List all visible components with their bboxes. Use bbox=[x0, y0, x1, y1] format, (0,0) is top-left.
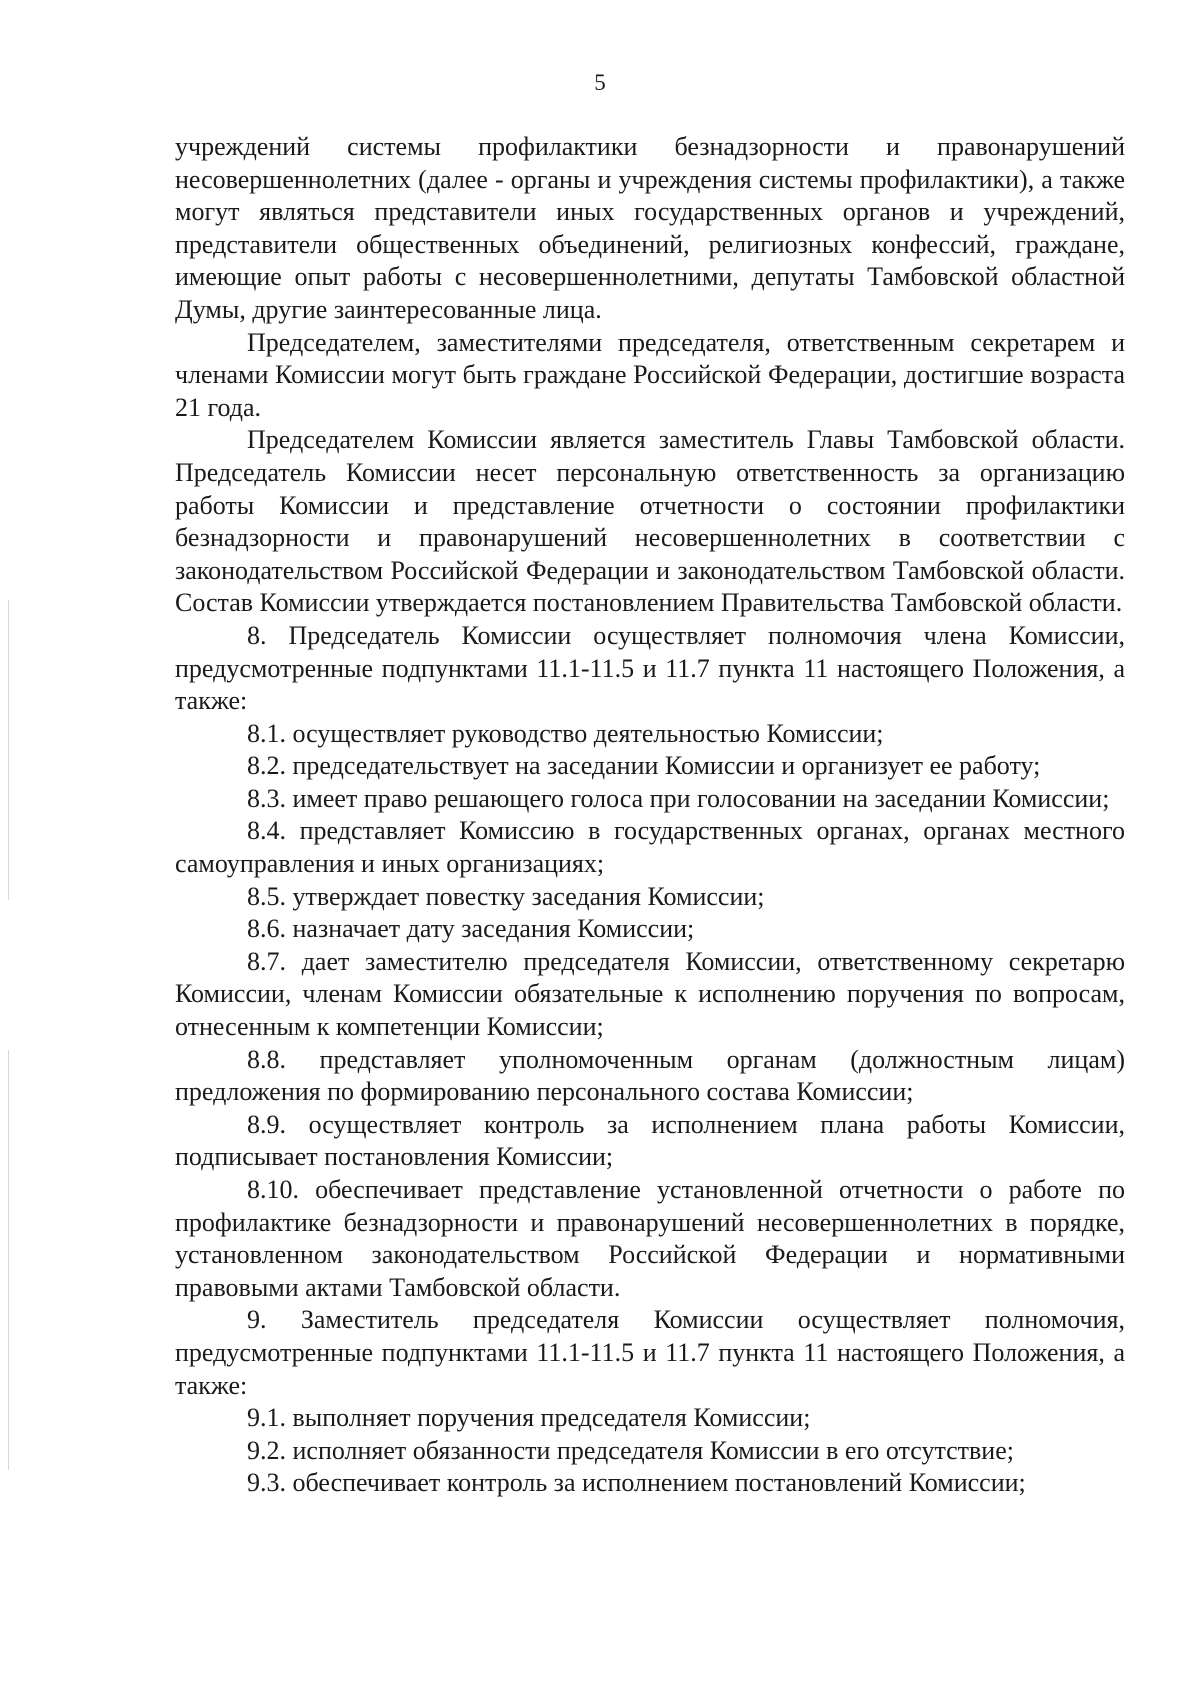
paragraph: 8.8. представляет уполномоченным органам (должностным лицам) предложения по формированию персонального состава Комиссии; bbox=[175, 1044, 1125, 1107]
paragraph: 8.6. назначает дату заседания Комиссии; bbox=[247, 914, 695, 944]
paragraph: 9.3. обеспечивает контроль за исполнением постановлений Комиссии; bbox=[247, 1468, 1026, 1498]
paragraph: 8.3. имеет право решающего голоса при голосовании на заседании Комиссии; bbox=[247, 783, 1110, 813]
paragraph: 8.7. дает заместителю председателя Комиссии, ответственному секретарю Комиссии, членам Комиссии обязательные к исполнению поручения по вопросам, отнесенным к компетенции Комиссии; bbox=[175, 946, 1125, 1042]
paragraph: 8.10. обеспечивает представление установленной отчетности о работе по профилактике безнадзорности и правонарушений несовершеннолетних в порядке, установленном законодательством Российской Федерации и нормативными правовыми актами Тамбовской области. bbox=[175, 1175, 1125, 1302]
paragraph: Председателем Комиссии является заместитель Главы Тамбовской области. Председатель Комиссии несет персональную ответственность за организацию работы Комиссии и представление отчетности о состоянии профилактики безнадзорности и правонарушений несовершеннолетних в соответствии с законодательством Российской Федерации и законодательством Тамбовской области. Состав Комиссии утверждается постановлением Правительства Тамбовской области. bbox=[175, 425, 1125, 618]
paragraph: Председателем, заместителями председателя, ответственным секретарем и членами Комиссии могут быть граждане Российской Федерации, достигшие возраста 21 года. bbox=[175, 327, 1125, 422]
paragraph: 8.1. осуществляет руководство деятельностью Комиссии; bbox=[247, 718, 884, 748]
paragraph: 8.4. представляет Комиссию в государственных органах, органах местного самоуправления и иных организациях; bbox=[175, 816, 1125, 879]
paragraph: 9.2. исполняет обязанности председателя Комиссии в его отсутствие; bbox=[247, 1435, 1014, 1465]
document-body bbox=[175, 131, 1125, 1500]
paragraph: 8.2. председательствует на заседании Комиссии и организует ее работу; bbox=[247, 751, 1041, 781]
page-number: 5 bbox=[594, 70, 606, 95]
scan-edge-mark bbox=[8, 1050, 9, 1470]
paragraph: 8.9. осуществляет контроль за исполнением плана работы Комиссии, подписывает постановления Комиссии; bbox=[175, 1109, 1125, 1172]
paragraph: 8. Председатель Комиссии осуществляет полномочия члена Комиссии, предусмотренные подпунктами 11.1-11.5 и 11.7 пункта 11 настоящего Положения, а также: bbox=[175, 620, 1125, 716]
scan-edge-mark bbox=[8, 600, 9, 900]
paragraph: 9. Заместитель председателя Комиссии осуществляет полномочия, предусмотренные подпунктами 11.1-11.5 и 11.7 пункта 11 настоящего Положения, а также: bbox=[175, 1305, 1125, 1400]
paragraph: учреждений системы профилактики безнадзорности и правонарушений несовершеннолетних (далее - органы и учреждения системы профилактики), а также могут являться представители иных государственных органов и учреждений, представители общественных объединений, религиозных конфессий, граждане, имеющие опыт работы с несовершеннолетними, депутаты Тамбовской областной Думы, другие заинтересованные лица. bbox=[175, 132, 1125, 324]
paragraph: 8.5. утверждает повестку заседания Комиссии; bbox=[247, 881, 765, 911]
paragraph: 9.1. выполняет поручения председателя Комиссии; bbox=[247, 1403, 811, 1433]
